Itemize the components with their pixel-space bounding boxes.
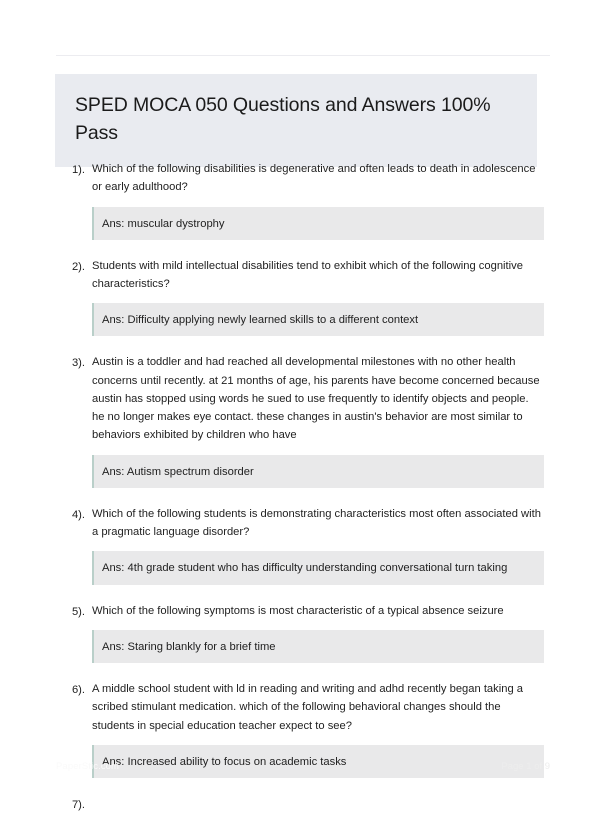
page-footer [56, 761, 550, 772]
question-item [0, 160, 606, 240]
question-body [92, 160, 606, 240]
answer-box [92, 207, 544, 240]
document-title-banner [55, 74, 537, 167]
answer-text: Ans: Difficulty applying newly learned skills to a different context [102, 314, 419, 327]
question-text: Austin is a toddler and had reached all developmental milestones with no other health concerns until recently. at 21 months of age, his parents have become concerned because austin has stopped using words he sued to use frequently to identify objects and people. he no longer makes eye contact. these changes in austin's behavior are most similar to behaviors exhibited by children who have [92, 356, 540, 442]
question-text: A middle school student with ld in reading and writing and adhd recently began taking a scribed stimulant medication. which of the following behavioral changes should the students in special education teacher expect to see? [92, 683, 523, 732]
question-number: 1). [71, 164, 85, 176]
header-divider [56, 55, 550, 56]
question-number: 5). [71, 605, 85, 618]
question-body [92, 353, 606, 487]
answer-text: Ans: Autism spectrum disorder [102, 465, 254, 478]
question-number: 6). [71, 684, 85, 697]
question-text: Which of the following symptoms is most characteristic of a typical absence seizure [92, 604, 504, 617]
answer-box [92, 630, 544, 663]
page-number-label: Page 1 of 9 [501, 761, 550, 772]
question-item [0, 353, 606, 487]
answer-text: Ans: muscular dystrophy [102, 217, 225, 230]
answer-box [92, 551, 544, 584]
answer-text: Ans: Staring blankly for a brief time [102, 640, 276, 653]
site-watermark: PaperStic.com [56, 761, 120, 772]
question-item [0, 257, 606, 337]
answer-box [92, 303, 544, 336]
question-item [0, 795, 606, 814]
page-title: SPED MOCA 050 Questions and Answers 100% Pass [75, 94, 491, 144]
question-item [0, 505, 606, 585]
question-list [0, 160, 606, 831]
question-item [0, 602, 606, 663]
question-body [92, 505, 606, 585]
question-body [92, 602, 606, 663]
question-text: Students with mild intellectual disabilities tend to exhibit which of the following cognitive characteristics? [92, 259, 523, 290]
question-number: 3). [71, 357, 85, 370]
question-text: Which of the following students is demonstrating characteristics most often associated with a pragmatic language disorder? [92, 507, 541, 539]
answer-text: Ans: 4th grade student who has difficulty understanding conversational turn taking [102, 562, 508, 575]
answer-text: Ans: Increased ability to focus on academic tasks [102, 755, 347, 768]
question-number: 4). [71, 508, 85, 521]
question-number: 2). [71, 260, 85, 273]
answer-box [92, 455, 544, 488]
question-text: Which of the following disabilities is degenerative and often leads to death in adolescence or early adulthood? [92, 163, 536, 194]
question-number: 7). [71, 799, 85, 812]
question-body [92, 257, 606, 337]
